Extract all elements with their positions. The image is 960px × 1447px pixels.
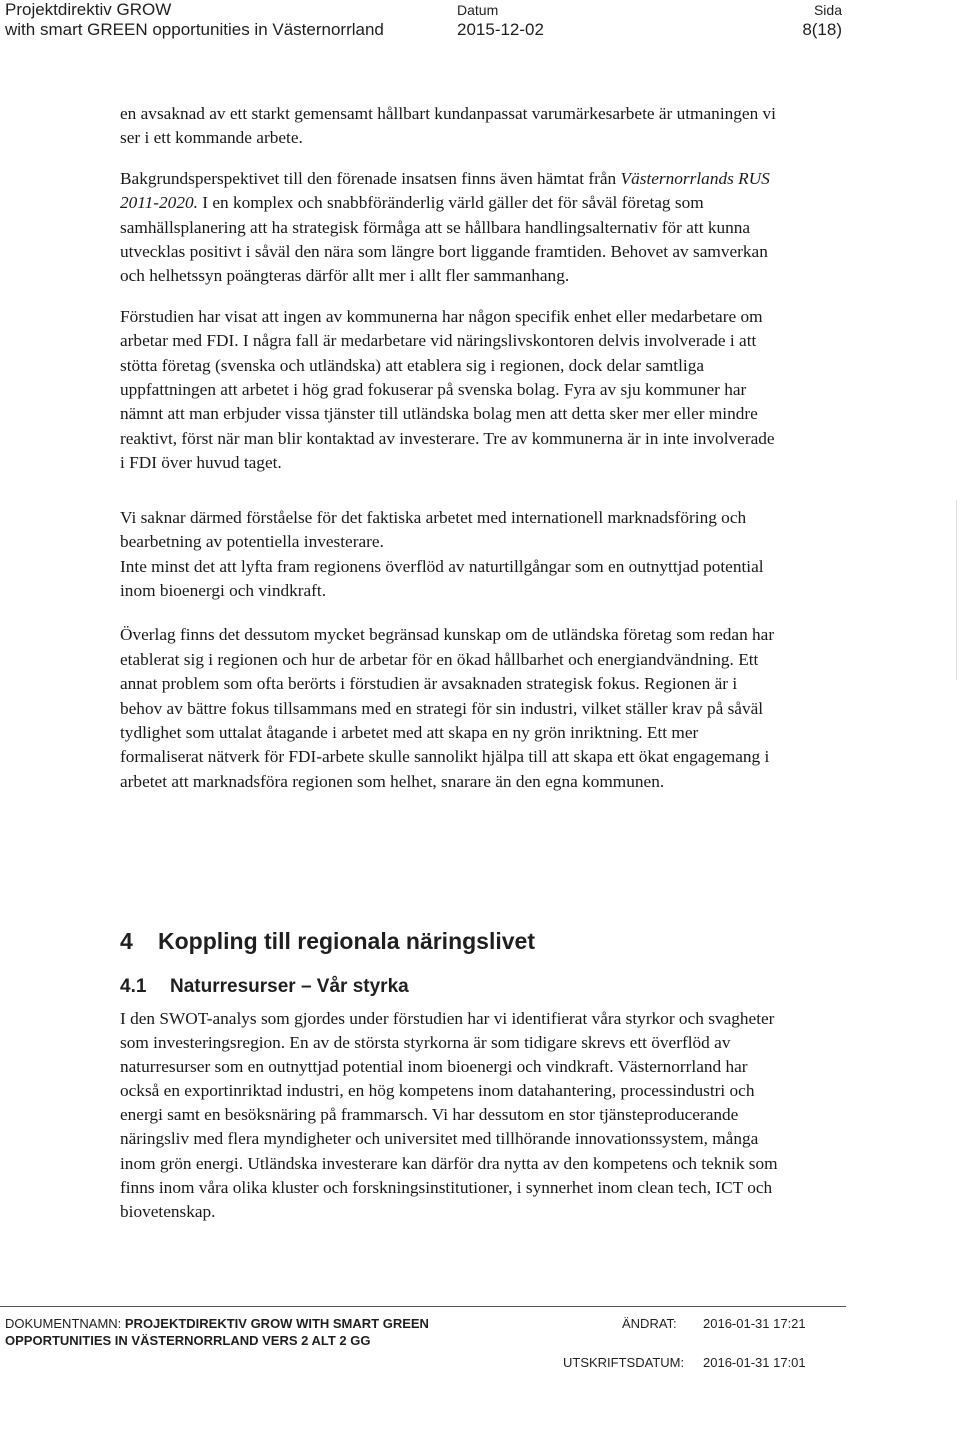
paragraph-1: en avsaknad av ett starkt gemensamt hållbart kundanpassat varumärkesarbete är utmaningen vi ser i ett kommande arbete. xyxy=(120,104,776,148)
paragraph-2-end: I en komplex och snabbföränderlig värld gäller det för såväl företag som samhällsplanering att ha strategisk förmåga att se hållbara handlingsalternativ för att kunna utvecklas positivt i såväl den nära som längre bort liggande framtiden. Behovet av samverkan och helhetssyn poängteras därför allt mer i allt fler sammanhang. xyxy=(120,193,768,286)
footer-rule xyxy=(0,1306,846,1307)
footer-docname-line1 xyxy=(5,1316,429,1331)
scan-edge-line xyxy=(956,500,957,680)
section-number: 4 xyxy=(120,928,133,954)
section-title: Koppling till regionala näringslivet xyxy=(158,928,535,954)
footer-docname-label: DOKUMENTNAMN: xyxy=(5,1316,125,1331)
footer-changed-value: 2016-01-31 17:21 xyxy=(703,1316,806,1331)
paragraph-5: Överlag finns det dessutom mycket begränsad kunskap om de utländska företag som redan har etablerat sig i regionen och hur de arbetar för en ökad hållbarhet och energiandvändning. Ett annat problem som ofta berörts i förstudien är avsaknaden strategisk fokus. Regionen är i behov av bättre fokus tillsammans med en strategi för sin industri, vilket ställer krav på såväl tydlighet som uttalat åtagande i arbetet med att skapa en ny grön inriktning. Ett mer formaliserat nätverk för FDI-arbete skulle sannolikt hjälpa till att skapa ett ökat engagemang i arbetet att marknadsföra regionen som helhet, snarare än den egna kommunen. xyxy=(120,625,775,791)
subsection-body xyxy=(120,1007,780,1224)
footer-docname-line2 xyxy=(5,1333,370,1348)
header-page-value: 8(18) xyxy=(802,20,842,39)
body-text xyxy=(120,102,780,794)
page-header xyxy=(0,0,960,44)
paragraph-4b: Inte minst det att lyfta fram regionens överflöd av naturtillgångar som en outnyttjad potential inom bioenergi och vindkraft. xyxy=(120,556,764,600)
section-heading xyxy=(120,928,535,955)
subsection-heading xyxy=(120,976,409,998)
paragraph-2-italic: Västernorrlands RUS 2011-2020. xyxy=(120,168,770,213)
paragraph-2-start: Bakgrundsperspektivet till den förenade insatsen finns även hämtat från xyxy=(120,168,621,188)
header-title-line2: with smart GREEN opportunities in Västernorrland xyxy=(5,20,384,39)
header-title-line1: Projektdirektiv GROW xyxy=(5,0,172,19)
subsection-paragraph: I den SWOT-analys som gjordes under förstudien har vi identifierat våra styrkor och svagheter som investeringsregion. En av de största styrkorna är som tidigare skrevs ett överflöd av naturresurser som en outnyttjad potential inom bioenergi och vindkraft. Västernorrland har också en exportinriktad industri, en hög kompetens inom datahantering, processindustri och energi samt en besöksnäring på frammarsch. Vi har dessutom en stor tjänsteproducerande näringsliv med flera myndigheter och universitet med tillhörande innovationssystem, många inom grön energi. Utländska investerare kan därför dra nytta av den kompetens och teknik som finns inom våra olika kluster och forskningsinstitutioner, i synnerhet inom clean tech, ICT och biovetenskap. xyxy=(120,1009,778,1221)
header-date-label: Datum xyxy=(457,2,499,18)
subsection-title: Naturresurser – Vår styrka xyxy=(170,976,409,997)
footer-docname-value-2: OPPORTUNITIES IN VÄSTERNORRLAND VERS 2 ALT 2 GG xyxy=(5,1333,371,1348)
footer-printed-label: UTSKRIFTSDATUM: xyxy=(563,1355,685,1370)
paragraph-2 xyxy=(120,167,780,289)
paragraph-3: Förstudien har visat att ingen av kommunerna har någon specifik enhet eller medarbetare om arbetar med FDI. I några fall är medarbetare vid näringslivskontoren delvis involverade i att stötta företag (svenska och utländska) att etablera sig i regionen, dock delar samtliga uppfattningen att arbetet i hög grad fokuserar på svenska bolag. Fyra av sju kommuner har nämnt att man erbjuder vissa tjänster till utländska bolag men att detta sker mer eller mindre reaktivt, först när man blir kontaktad av investerare. Tre av kommunerna är in inte involverade i FDI över huvud taget. xyxy=(120,306,775,473)
footer-printed-value: 2016-01-31 17:01 xyxy=(703,1355,806,1370)
footer-docname-value-1: PROJEKTDIREKTIV GROW WITH SMART GREEN xyxy=(124,1316,429,1331)
header-date-value: 2015-12-02 xyxy=(457,20,544,39)
header-page-label: Sida xyxy=(813,2,842,18)
paragraph-4a: Vi saknar därmed förståelse för det faktiska arbetet med internationell marknadsföring och bearbetning av potentiella investerare. xyxy=(120,507,747,552)
footer-changed-label: ÄNDRAT: xyxy=(622,1316,677,1331)
subsection-number: 4.1 xyxy=(120,976,147,997)
